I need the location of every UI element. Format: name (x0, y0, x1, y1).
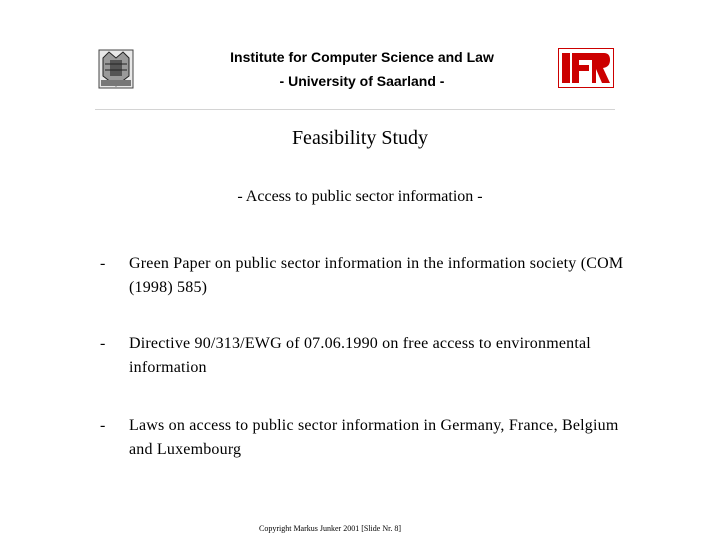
university-name: - University of Saarland - (279, 73, 445, 89)
bullet-text: Green Paper on public sector information in the information society (COM (1998) 585) (129, 255, 624, 296)
header-divider (95, 109, 615, 110)
bullet-marker: - (100, 417, 106, 434)
bullet-marker: - (100, 335, 106, 352)
page-title: Feasibility Study (291, 127, 429, 149)
bullet-text: Laws on access to public sector information in Germany, France, Belgium and Luxembourg (129, 417, 619, 458)
institute-name: Institute for Computer Science and Law (230, 49, 494, 65)
ifr-logo-icon (558, 48, 614, 88)
bullet-marker: - (100, 255, 106, 272)
bullet-text: Directive 90/313/EWG of 07.06.1990 on free access to environmental information (129, 335, 591, 376)
copyright-footer: Copyright Markus Junker 2001 [Slide Nr. 8] (259, 524, 401, 533)
page-subtitle: - Access to public sector information - (237, 188, 483, 205)
